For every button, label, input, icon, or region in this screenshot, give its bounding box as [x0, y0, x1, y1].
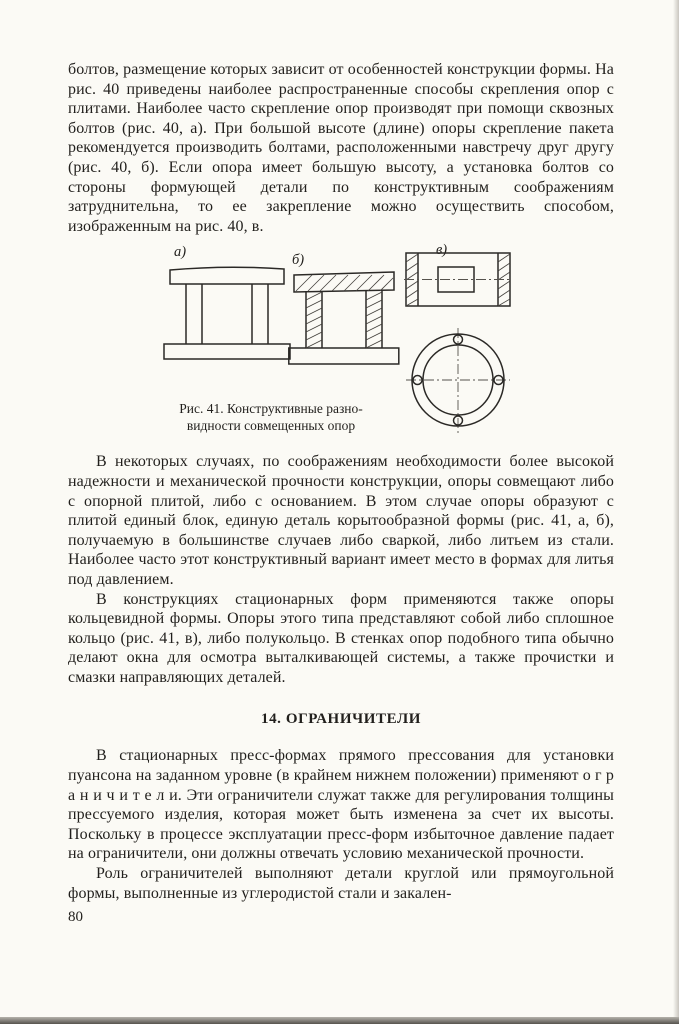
page-edge-right — [673, 0, 679, 1024]
paragraph-2: В некоторых случаях, по соображениям необходимости более высокой надежности и механической прочности конструкции, опоры совмещают либо с опорной плитой, либо с основанием. В этом случае опоры образуют с плитой единый блок, единую деталь корытообразной формы (рис. 41, а, б), получаемую в большинстве случаев либо сваркой, либо литьем из стали. Наиболее часто этот конструктивный вариант имеет место в формах для литья под давлением. — [68, 453, 614, 588]
figure-caption — [154, 400, 388, 434]
figure-label-v: в) — [436, 242, 448, 259]
paragraph-4: В стационарных пресс-формах прямого прессования для установки пуансона на заданном уровне (в крайнем нижнем положении) применяют о г р а н и ч и т е л и. Эти ограничители служат также для регулирования толщины прессуемого изделия, которая может быть изменена за счет их высоты. Поскольку в процессе эксплуатации пресс-форм избыточное давление падает на ограничители, они должны отвечать условию механической прочности. — [68, 747, 614, 863]
drawing-ring-support-v — [404, 250, 524, 440]
page-edge-bottom — [0, 1017, 679, 1024]
figure-label-a: а) — [174, 244, 187, 261]
drawing-support-a — [162, 260, 292, 364]
figure-caption-line2: видности совмещенных опор — [186, 418, 356, 434]
page-content — [68, 60, 614, 926]
figure-41 — [68, 242, 614, 448]
figure-caption-line1: Рис. 41. Конструктивные разно- — [179, 401, 363, 417]
page-number: 80 — [68, 909, 83, 926]
figure-label-b: б) — [292, 252, 305, 269]
section-heading: 14. ОГРАНИЧИТЕЛИ — [260, 711, 422, 728]
paragraph-5: Роль ограничителей выполняют детали круглой или прямоугольной формы, выполненные из углеродистой стали и закален- — [68, 865, 614, 902]
paragraph-3: В конструкциях стационарных форм применяются также опоры кольцевидной формы. Опоры этого типа представляют собой либо сплошное кольцо (рис. 41, в), либо полукольцо. В стенках опор подобного типа обычно делают окна для осмотра выталкивающей системы, а также прочистки и смазки направляющих деталей. — [68, 590, 614, 686]
drawing-support-b — [288, 266, 400, 366]
paragraph-1: болтов, размещение которых зависит от особенностей конструкции формы. На рис. 40 приведены наиболее распространенные способы скрепления опор с плитами. Наиболее часто скрепление опор производят при помощи сквозных болтов (рис. 40, а). При большой высоте (длине) опоры скрепление пакета рекомендуется производить болтами, расположенными навстречу друг другу (рис. 40, б). Если опора имеет большую высоту, а установка болтов со стороны формующей детали по конструктивным соображениям затруднительна, то ее закрепление можно осуществить способом, изображенным на рис. 40, в. — [68, 61, 614, 235]
